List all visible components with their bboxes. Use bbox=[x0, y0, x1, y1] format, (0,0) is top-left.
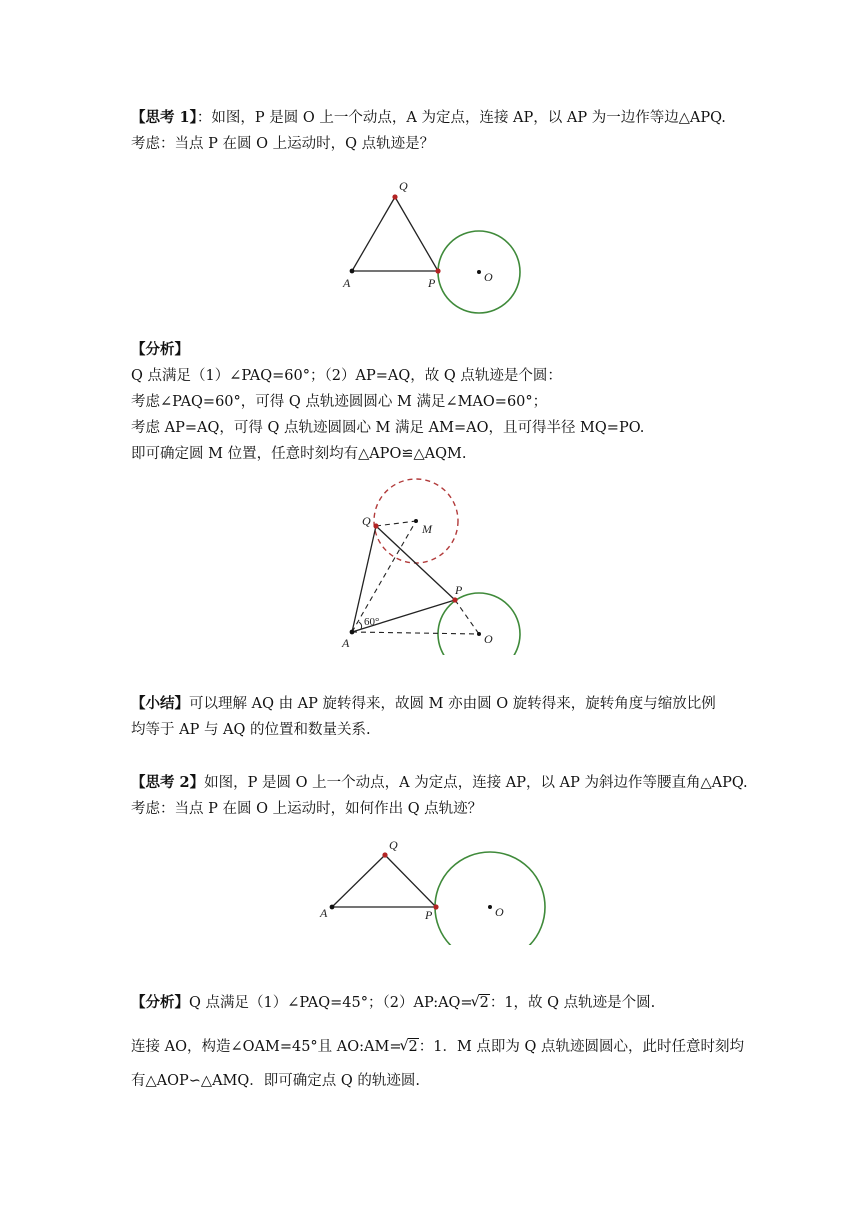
label-a: A bbox=[320, 906, 328, 920]
point-a bbox=[350, 269, 355, 274]
point-m bbox=[414, 519, 418, 523]
think1-line2: 考虑：当点 P 在圆 O 上运动时，Q 点轨迹是？ bbox=[131, 136, 435, 152]
think2-block bbox=[131, 770, 748, 822]
label-p: P bbox=[455, 583, 463, 597]
segment-qp bbox=[376, 526, 455, 600]
think2-text: 如图，P 是圆 O 上一个动点，A 为定点，连接 AP，以 AP 为斜边作等腰直角△APQ. bbox=[204, 775, 748, 791]
analysis2-line2-a: 连接 AO，构造∠OAM=45°且 AO:AM= bbox=[131, 1039, 402, 1055]
point-q bbox=[392, 194, 397, 199]
point-p bbox=[433, 904, 438, 909]
segment-ao-dashed bbox=[352, 632, 479, 634]
point-o bbox=[477, 270, 481, 274]
point-o bbox=[488, 905, 492, 909]
analysis1-line: 考虑 AP=AQ，可得 Q 点轨迹圆圆心 M 满足 AM=AO，且可得半径 MQ=PO. bbox=[131, 420, 645, 436]
label-o: O bbox=[495, 905, 504, 919]
think1-line1 bbox=[131, 105, 731, 131]
circle-o bbox=[435, 852, 545, 945]
summary-text: 可以理解 AQ 由 AP 旋转得来，故圆 M 亦由圆 O 旋转得来，旋转角度与缩放比例 bbox=[189, 696, 716, 712]
label-o: O bbox=[484, 270, 493, 284]
analysis2-block bbox=[131, 990, 745, 1094]
label-angle: 60° bbox=[364, 616, 380, 628]
analysis2-line2-b: ：1．M 点即为 Q 点轨迹圆圆心，此时任意时刻均 bbox=[418, 1039, 745, 1055]
figure-3 bbox=[315, 835, 555, 945]
analysis2-text-b: ：1，故 Q 点轨迹是个圆. bbox=[489, 995, 656, 1011]
analysis2-heading: 【分析】 bbox=[131, 994, 189, 1011]
label-q: Q bbox=[399, 179, 408, 193]
analysis2-text-a: Q 点满足（1）∠PAQ=45°；（2）AP:AQ= bbox=[189, 995, 473, 1011]
summary-block bbox=[131, 691, 731, 743]
label-m: M bbox=[422, 522, 432, 536]
analysis1-block bbox=[131, 337, 731, 467]
analysis2-line2 bbox=[131, 1034, 745, 1060]
point-q bbox=[382, 852, 387, 857]
segment-aq bbox=[332, 855, 385, 907]
think2-line2: 考虑：当点 P 在圆 O 上运动时，如何作出 Q 点轨迹？ bbox=[131, 801, 483, 817]
sqrt-value: 2 bbox=[408, 1039, 418, 1055]
think2-line1 bbox=[131, 770, 748, 796]
summary-heading: 【小结】 bbox=[131, 695, 189, 712]
summary-line1 bbox=[131, 691, 731, 717]
circle-o bbox=[438, 593, 520, 655]
segment-qp bbox=[385, 855, 436, 907]
analysis1-line: 即可确定圆 M 位置，任意时刻均有△APO≌△AQM. bbox=[131, 446, 467, 462]
analysis1-heading bbox=[131, 337, 731, 363]
sqrt-symbol: √ 2 bbox=[470, 994, 489, 1011]
angle-arc bbox=[359, 622, 362, 629]
figure-2 bbox=[330, 475, 540, 655]
label-q: Q bbox=[389, 838, 398, 852]
point-a bbox=[330, 905, 335, 910]
segment-aq bbox=[352, 197, 395, 271]
segment-po-dashed bbox=[455, 600, 479, 634]
point-p bbox=[435, 268, 440, 273]
analysis2-line3: 有△AOP∽△AMQ．即可确定点 Q 的轨迹圆. bbox=[131, 1073, 420, 1089]
point-p bbox=[452, 597, 457, 602]
summary-line2: 均等于 AP 与 AQ 的位置和数量关系. bbox=[131, 722, 371, 738]
label-a: A bbox=[342, 636, 350, 650]
point-a bbox=[350, 630, 355, 635]
think2-heading: 【思考 2】 bbox=[131, 774, 205, 791]
segment-qm-dashed bbox=[376, 521, 416, 526]
figure-1 bbox=[330, 175, 530, 315]
label-p: P bbox=[428, 276, 436, 290]
think1-heading: 【思考 1】 bbox=[131, 109, 197, 126]
think1-block bbox=[131, 105, 731, 157]
label-p: P bbox=[425, 908, 433, 922]
analysis2-line1 bbox=[131, 990, 731, 1016]
segment-qp bbox=[395, 197, 438, 271]
analysis1-line: Q 点满足（1）∠PAQ=60°；（2）AP=AQ，故 Q 点轨迹是个圆： bbox=[131, 368, 562, 384]
label-o: O bbox=[484, 632, 493, 646]
point-q bbox=[373, 523, 378, 528]
sqrt-value: 2 bbox=[479, 995, 489, 1011]
sqrt-symbol: √ 2 bbox=[399, 1038, 418, 1055]
label-q: Q bbox=[362, 514, 371, 528]
analysis1-heading-text: 【分析】 bbox=[131, 341, 189, 358]
label-a: A bbox=[343, 276, 351, 290]
think1-text: ：如图，P 是圆 O 上一个动点，A 为定点，连接 AP，以 AP 为一边作等边△APQ. bbox=[196, 110, 726, 126]
analysis1-line: 考虑∠PAQ=60°，可得 Q 点轨迹圆圆心 M 满足∠MAO=60°； bbox=[131, 394, 548, 410]
point-o bbox=[477, 632, 481, 636]
